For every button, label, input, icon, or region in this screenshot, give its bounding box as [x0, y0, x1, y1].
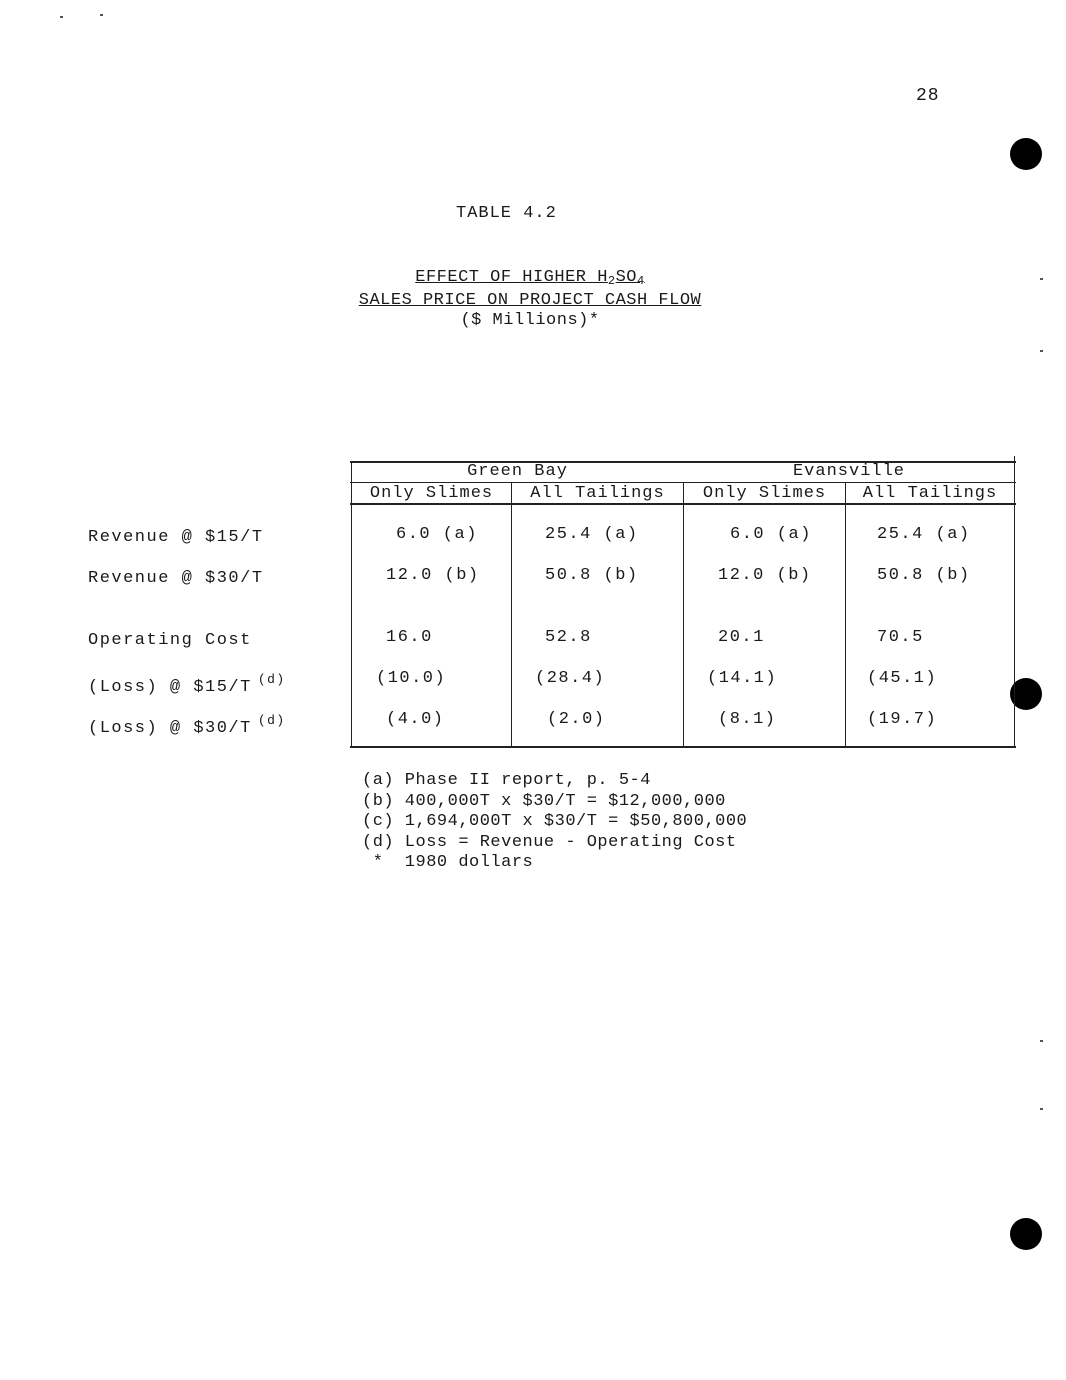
scan-speck — [1040, 1108, 1043, 1110]
table-title: TABLE 4.2 — [456, 204, 557, 223]
table-cell: 25.4 (a) — [877, 525, 971, 544]
punch-hole-top — [1010, 138, 1042, 170]
scan-speck — [100, 14, 103, 16]
column-header: Only Slimes — [369, 484, 494, 503]
row-label: (Loss) @ $30/T $^{(d)}$ — [88, 713, 286, 738]
table-cell: 12.0 (b) — [718, 566, 812, 585]
column-header: All Tailings — [862, 484, 998, 503]
table-cell: 12.0 (b) — [386, 566, 480, 585]
table-cell: (14.1) — [707, 669, 778, 688]
footnote: (b) 400,000T x $30/T = $12,000,000 — [362, 791, 726, 811]
group-header-evansville: Evansville — [792, 462, 906, 481]
table-cell: (10.0) — [376, 669, 447, 688]
table-cell: 20.1 — [718, 628, 765, 647]
table-subtitle — [330, 268, 730, 331]
table-cell: 6.0 (a) — [730, 525, 812, 544]
subtitle-line-2: SALES PRICE ON PROJECT CASH FLOW — [358, 291, 702, 310]
group-header-green-bay: Green Bay — [467, 462, 568, 481]
footnote: (d) Loss = Revenue - Operating Cost — [362, 832, 737, 852]
table-cell: (8.1) — [718, 710, 777, 729]
footnote: * 1980 dollars — [362, 853, 534, 872]
row-label: Operating Cost — [88, 631, 252, 650]
page-number: 28 — [916, 86, 940, 106]
footnotes — [362, 771, 747, 874]
table-cell: (2.0) — [547, 710, 606, 729]
subtitle-line-1: EFFECT OF HIGHER $H_2SO_4$ — [415, 268, 645, 288]
table-cell: 16.0 — [386, 628, 433, 647]
table-left-border — [351, 461, 352, 748]
table-cell: 50.8 (b) — [545, 566, 639, 585]
table-cell: (28.4) — [535, 669, 606, 688]
row-label: Revenue @ $15/T — [88, 528, 264, 547]
scan-speck — [1040, 350, 1043, 352]
row-label: Revenue @ $30/T — [88, 569, 264, 588]
scan-speck — [1040, 278, 1043, 280]
column-divider — [845, 483, 846, 748]
table-cell: 50.8 (b) — [877, 566, 971, 585]
scan-speck — [60, 16, 63, 18]
punch-hole-bottom — [1010, 1218, 1042, 1250]
footnote: (c) 1,694,000T x $30/T = $50,800,000 — [362, 812, 748, 831]
column-divider-group — [683, 483, 684, 748]
table-cell: 25.4 (a) — [545, 525, 639, 544]
scan-speck — [1040, 1040, 1043, 1042]
table-cell: 70.5 — [877, 628, 924, 647]
footnote: (a) Phase II report, p. 5-4 — [362, 771, 651, 790]
column-header: All Tailings — [530, 484, 665, 503]
column-header: Only Slimes — [702, 484, 827, 503]
column-divider — [511, 483, 512, 748]
table-cell: 52.8 — [545, 628, 592, 647]
table-cell: 6.0 (a) — [396, 525, 478, 544]
subtitle-line-3: ($ Millions)* — [460, 311, 600, 330]
table-cell: (4.0) — [386, 710, 445, 729]
table-cell: (45.1) — [867, 669, 938, 688]
row-label: (Loss) @ $15/T $^{(d)}$ — [88, 672, 286, 697]
table-right-border — [1014, 456, 1015, 748]
table-cell: (19.7) — [867, 710, 938, 729]
